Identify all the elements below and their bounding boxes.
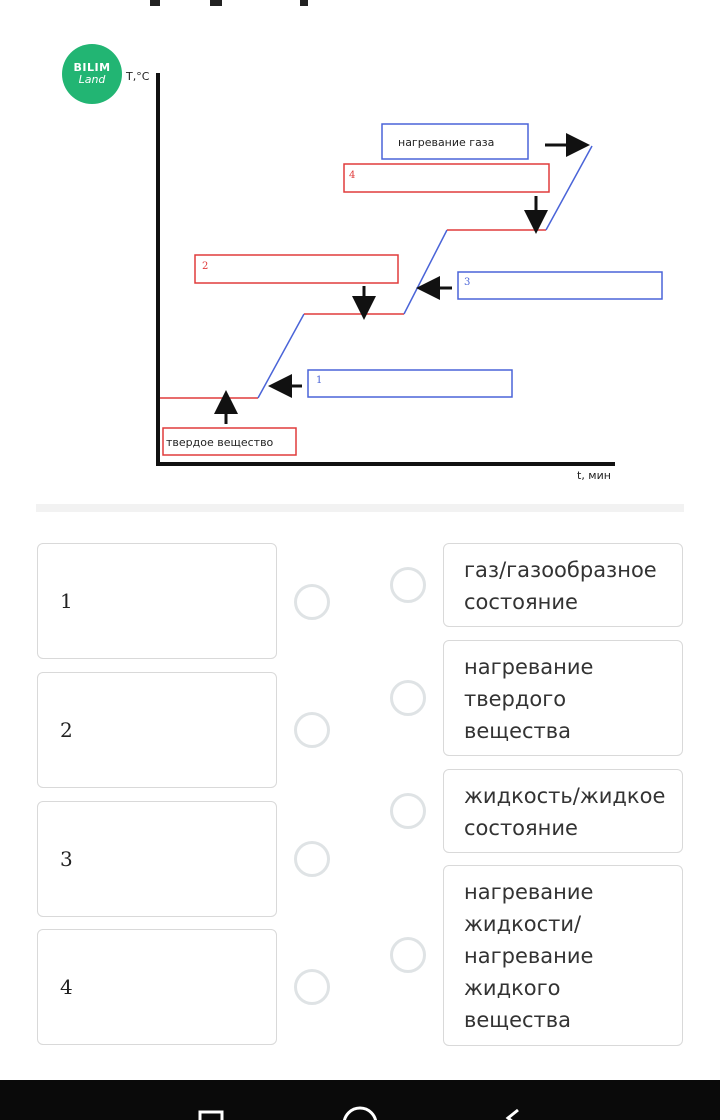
right-item-label: газ/газообразное состояние <box>464 558 657 614</box>
left-item-label: 1 <box>60 589 73 613</box>
right-item-3[interactable] <box>443 769 683 853</box>
left-connector-radio-3[interactable] <box>294 841 330 877</box>
right-item-label: нагревание жидкости/нагревание жидкого вещества <box>464 880 594 1032</box>
answer-box-3-number: 3 <box>464 277 471 288</box>
logo-line1: BILIM <box>73 61 111 74</box>
right-connector-radio-1[interactable] <box>390 567 426 603</box>
gas-heating-label-text: нагревание газа <box>398 136 495 149</box>
answer-box-4 <box>344 164 549 192</box>
right-connector-radio-3[interactable] <box>390 793 426 829</box>
right-item-1[interactable] <box>443 543 683 627</box>
left-item-3[interactable] <box>37 801 277 917</box>
left-item-label: 2 <box>60 718 73 742</box>
slope-gas-heating <box>546 146 592 230</box>
left-connector-radio-1[interactable] <box>294 584 330 620</box>
back-nav-icon[interactable] <box>500 1106 526 1120</box>
right-connector-radio-4[interactable] <box>390 937 426 973</box>
right-item-4[interactable] <box>443 865 683 1046</box>
home-nav-icon[interactable] <box>340 1104 380 1120</box>
square-nav-icon[interactable] <box>196 1106 226 1120</box>
answer-box-4-number: 4 <box>349 170 356 181</box>
y-axis-label: T,°C <box>126 70 150 83</box>
system-nav-bar <box>0 1080 720 1120</box>
solid-label-text: твердое вещество <box>166 436 274 449</box>
right-connector-radio-2[interactable] <box>390 680 426 716</box>
right-item-label: нагревание твердого вещества <box>464 655 594 743</box>
answer-box-3 <box>458 272 662 299</box>
answer-box-1 <box>308 370 512 397</box>
left-item-label: 4 <box>60 975 73 999</box>
x-axis-label: t, мин <box>577 469 611 482</box>
left-item-2[interactable] <box>37 672 277 788</box>
answer-box-2-number: 2 <box>202 261 209 272</box>
answer-box-1-number: 1 <box>316 375 323 386</box>
heating-curve-diagram <box>0 0 720 500</box>
slope-liquid-heating <box>404 230 447 314</box>
right-item-label: жидкость/жидкое состояние <box>464 784 666 840</box>
logo-line2: Land <box>78 73 106 86</box>
right-item-2[interactable] <box>443 640 683 756</box>
left-item-label: 3 <box>60 847 73 871</box>
left-item-1[interactable] <box>37 543 277 659</box>
section-divider <box>36 504 684 512</box>
left-connector-radio-2[interactable] <box>294 712 330 748</box>
left-item-4[interactable] <box>37 929 277 1045</box>
diagram-svg <box>0 0 720 500</box>
left-connector-radio-4[interactable] <box>294 969 330 1005</box>
answer-box-2 <box>195 255 398 283</box>
